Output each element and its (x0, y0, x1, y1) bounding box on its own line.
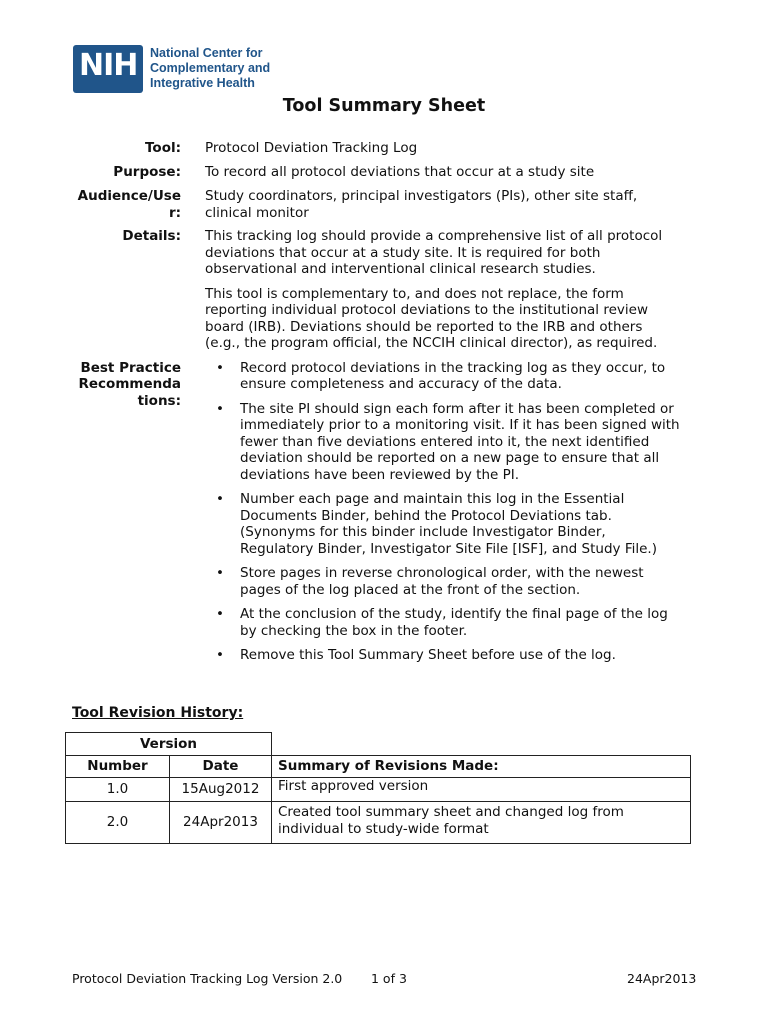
tool-row (0, 140, 768, 157)
tool-label: Tool: (145, 140, 181, 156)
table-row (66, 778, 691, 802)
date-header: Date (170, 756, 272, 778)
table-row (66, 756, 691, 778)
footer-document-name: Protocol Deviation Tracking Log Version 2.0 (72, 971, 343, 986)
list-item-text: Number each page and maintain this log in the Essential Documents Binder, behind the Protocol Deviations tab. (Synonyms for this binder include Investigator Binder, Regulatory Binder, Investigator Site File [ISF], and Study File.) (240, 491, 657, 557)
purpose-row (0, 164, 768, 181)
best-practice-list (205, 360, 680, 664)
nih-logo-mark (73, 45, 143, 93)
list-item (205, 491, 680, 557)
summary-cell: First approved version (272, 778, 691, 802)
details-label: Details: (122, 228, 181, 244)
list-item (205, 565, 680, 598)
bullet-icon: • (216, 606, 224, 622)
blank-cell (272, 733, 691, 756)
table-row (66, 802, 691, 844)
best-practice-row (0, 360, 768, 664)
version-header: Version (66, 733, 272, 756)
version-number-cell: 1.0 (66, 778, 170, 802)
revision-history-title: Tool Revision History: (72, 705, 244, 721)
list-item-text: Record protocol deviations in the tracking log as they occur, to ensure completeness and accuracy of the data. (240, 359, 666, 392)
best-practice-label-line: Best Practice (80, 359, 181, 376)
date-cell: 15Aug2012 (170, 778, 272, 802)
nih-logo-mark-text: NIH (79, 48, 138, 83)
bullet-icon: • (216, 647, 224, 663)
logo-line: Integrative Health (150, 76, 255, 90)
summary-fields (0, 140, 768, 672)
version-number-cell: 2.0 (66, 802, 170, 844)
best-practice-label-line: tions: (137, 392, 181, 409)
summary-cell: Created tool summary sheet and changed log from individual to study-wide format (272, 802, 691, 844)
tool-value: Protocol Deviation Tracking Log (205, 140, 418, 156)
list-item-text: Remove this Tool Summary Sheet before use of the log. (240, 647, 616, 663)
list-item (205, 606, 680, 639)
page-title: Tool Summary Sheet (282, 96, 486, 116)
logo-line: Complementary and (150, 61, 271, 75)
footer-page-number: 1 of 3 (371, 971, 407, 986)
date-cell: 24Apr2013 (170, 802, 272, 844)
audience-row (0, 188, 768, 221)
table-row (66, 733, 691, 756)
summary-header: Summary of Revisions Made: (272, 756, 691, 778)
details-paragraph: This tracking log should provide a comprehensive list of all protocol deviations that occur at a study site. It is required for both observational and interventional clinical research studies. (205, 228, 663, 277)
number-header: Number (66, 756, 170, 778)
list-item (205, 401, 680, 484)
bullet-icon: • (216, 491, 224, 507)
footer-date: 24Apr2013 (627, 971, 697, 986)
audience-label-line: r: (168, 204, 181, 221)
best-practice-label-line: Recommenda (78, 376, 181, 392)
details-value (205, 228, 680, 352)
best-practice-label (66, 360, 181, 410)
nih-logo-text (150, 46, 290, 91)
details-row (0, 228, 768, 352)
audience-label-line: Audience/Use (77, 188, 181, 204)
list-item (205, 647, 680, 664)
list-item (205, 360, 680, 393)
bullet-icon: • (216, 565, 224, 581)
audience-value: Study coordinators, principal investigators (PIs), other site staff, clinical monitor (205, 188, 638, 221)
purpose-value: To record all protocol deviations that occur at a study site (205, 163, 595, 180)
list-item-text: Store pages in reverse chronological order, with the newest pages of the log placed at the front of the section. (240, 565, 644, 598)
details-paragraph: This tool is complementary to, and does not replace, the form reporting individual protocol deviations to the institutional review board (IRB). Deviations should be reported to the IRB and others (e.g., the program official, the NCCIH clinical director), as required. (205, 285, 658, 351)
audience-label (66, 188, 181, 221)
logo-line: National Center for (150, 46, 263, 60)
list-item-text: At the conclusion of the study, identify the final page of the log by checking the box in the footer. (240, 606, 668, 639)
purpose-label: Purpose: (113, 163, 181, 180)
list-item-text: The site PI should sign each form after it has been completed or immediately prior to a monitoring visit. If it has been signed with fewer than five deviations entered into it, the next identified deviation should be reported on a new page to ensure that all deviations have been reviewed by the PI. (240, 400, 680, 483)
bullet-icon: • (216, 359, 224, 376)
bullet-icon: • (216, 400, 224, 417)
revision-history-table (65, 732, 691, 844)
best-practice-list-wrap (205, 360, 680, 664)
